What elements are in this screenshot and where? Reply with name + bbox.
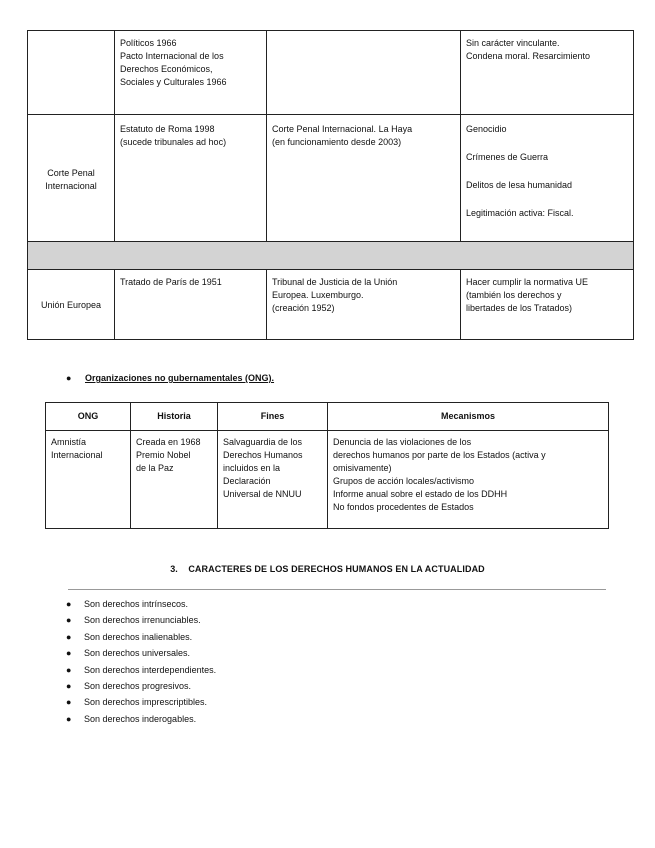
section-heading xyxy=(0,563,655,576)
ong-cell: Amnistía Internacional xyxy=(46,431,131,529)
ong-table xyxy=(45,402,609,529)
column-header: ONG xyxy=(46,403,131,431)
body-cell: Tribunal de Justicia de la Unión Europea. Luxemburgo. (creación 1952) xyxy=(267,270,461,340)
list-item: ● Son derechos universales. xyxy=(66,647,216,663)
ong-heading: Organizaciones no gubernamentales (ONG). xyxy=(85,373,275,383)
bullet-icon: ● xyxy=(66,648,72,659)
instrument-cell: Políticos 1966 Pacto Internacional de los Derechos Económicos, Sociales y Culturales 1966 xyxy=(115,31,267,115)
bullet-icon: ● xyxy=(66,713,72,724)
separator-row xyxy=(28,242,634,270)
bullet-icon: ● xyxy=(66,664,72,675)
instrument-cell: Estatuto de Roma 1998 (sucede tribunales ad hoc) xyxy=(115,115,267,242)
table-row xyxy=(28,115,634,242)
international-bodies-table xyxy=(27,30,634,340)
table-row xyxy=(28,270,634,340)
list-item: ● Son derechos progresivos. xyxy=(66,680,216,696)
table-row xyxy=(46,431,609,529)
body-cell xyxy=(267,31,461,115)
column-header: Fines xyxy=(218,403,328,431)
table-header-row xyxy=(46,403,609,431)
bullet-icon: ● xyxy=(66,680,72,691)
list-item: ● Son derechos inalienables. xyxy=(66,631,216,647)
list-item: ● Son derechos imprescriptibles. xyxy=(66,696,216,712)
separator-cell xyxy=(28,242,634,270)
instrument-cell: Tratado de París de 1951 xyxy=(115,270,267,340)
bullet-icon: ● xyxy=(66,373,72,383)
bullet-icon: ● xyxy=(66,615,72,626)
mechanisms-cell: Denuncia de las violaciones de los derechos humanos por parte de los Estados (activa y omisivamente) Grupos de acción locales/activismo Informe anual sobre el estado de los DDHH No fondos procedentes de Estados xyxy=(328,431,609,529)
body-cell: Corte Penal Internacional. La Haya (en funcionamiento desde 2003) xyxy=(267,115,461,242)
column-header: Mecanismos xyxy=(328,403,609,431)
bullet-icon: ● xyxy=(66,697,72,708)
mechanisms-cell: Genocidio Crímenes de Guerra Delitos de lesa humanidad Legitimación activa: Fiscal. xyxy=(461,115,634,242)
organ-cell xyxy=(28,31,115,115)
organ-cell: Unión Europea xyxy=(28,270,115,340)
section-title: CARACTERES DE LOS DERECHOS HUMANOS EN LA ACTUALIDAD xyxy=(188,564,485,574)
bullet-icon: ● xyxy=(66,631,72,642)
column-header: Historia xyxy=(131,403,218,431)
mechanisms-cell: Sin carácter vinculante. Condena moral. Resarcimiento xyxy=(461,31,634,115)
organ-cell: Corte Penal Internacional xyxy=(28,115,115,242)
history-cell: Creada en 1968 Premio Nobel de la Paz xyxy=(131,431,218,529)
list-item: ● Son derechos irrenunciables. xyxy=(66,614,216,630)
list-item: ● Son derechos inderogables. xyxy=(66,713,216,729)
list-item: ● Son derechos intrínsecos. xyxy=(66,598,216,614)
divider xyxy=(68,589,606,590)
bullet-icon: ● xyxy=(66,599,72,609)
section-number: 3. xyxy=(170,564,178,574)
characters-list xyxy=(66,598,216,729)
table-row xyxy=(28,31,634,115)
mechanisms-cell: Hacer cumplir la normativa UE (también los derechos y libertades de los Tratados) xyxy=(461,270,634,340)
list-item: ● Son derechos interdependientes. xyxy=(66,664,216,680)
aims-cell: Salvaguardia de los Derechos Humanos incluidos en la Declaración Universal de NNUU xyxy=(218,431,328,529)
